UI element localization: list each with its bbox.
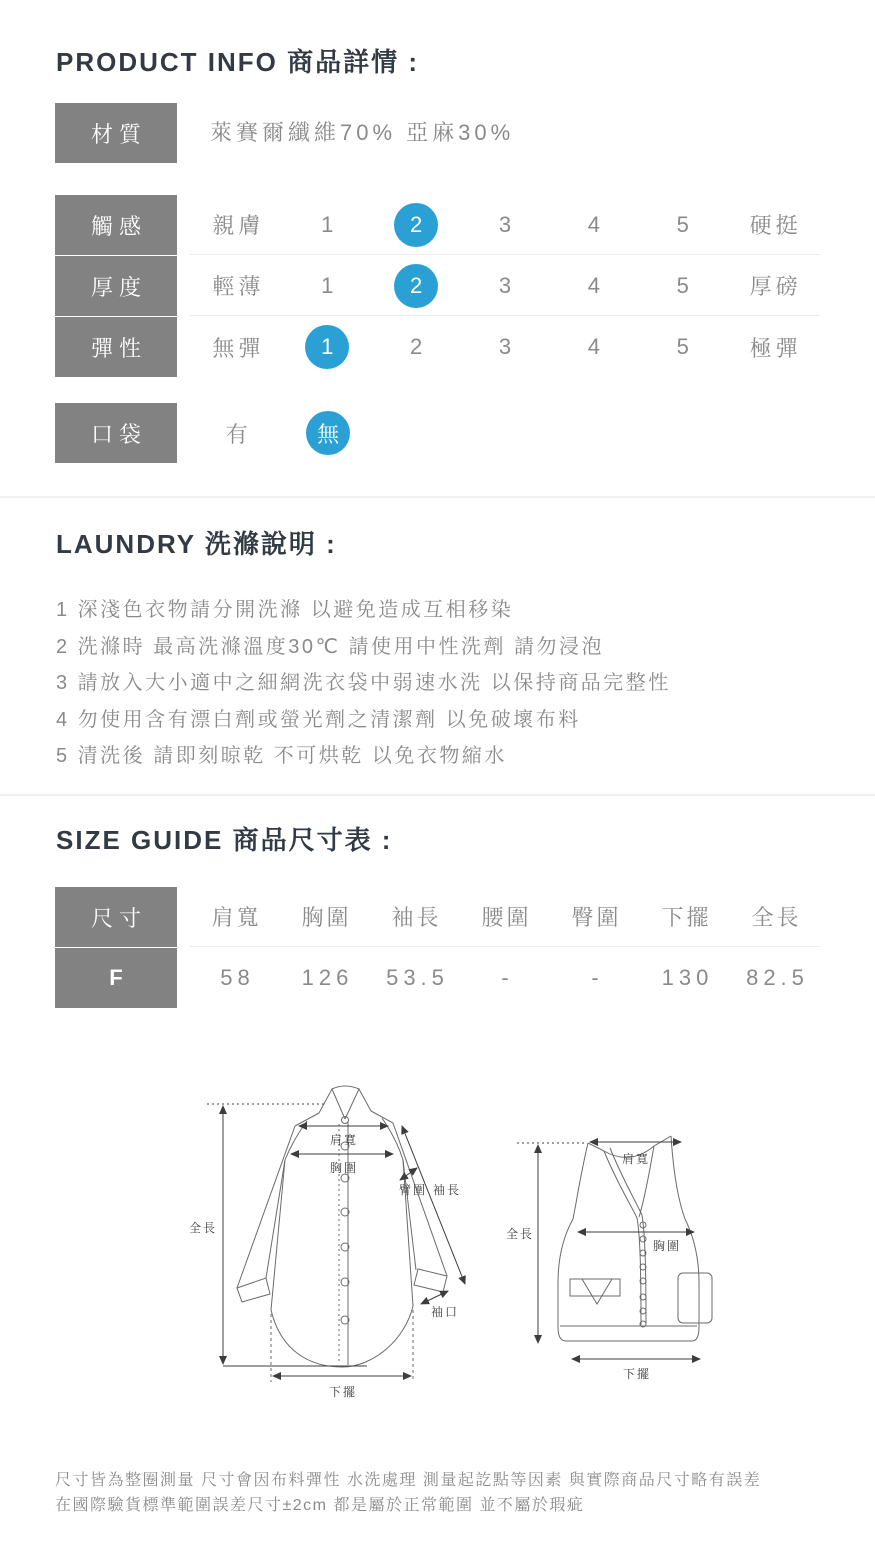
value-shoulder: 58 [220, 965, 255, 990]
laundry-list [56, 592, 820, 775]
full-length-label: 全長 [506, 1227, 535, 1241]
shoulder-width-label: 肩寬 [622, 1152, 651, 1166]
thickness-level-1: 1 [321, 272, 334, 298]
elasticity-level-1-selected [283, 325, 372, 369]
thickness-level-5: 5 [676, 272, 689, 298]
laundry-item: 3 請放入大小適中之細網洗衣袋中弱速水洗 以保持商品完整性 [56, 672, 671, 694]
touch-level-2-selected [372, 203, 461, 247]
footer-note-2: 在國際驗貨標準範圍誤差尺寸±2cm 都是屬於正常範圍 並不屬於瑕疵 [55, 1497, 585, 1514]
vest-measurement-diagram [500, 1115, 780, 1385]
thickness-label: 厚度 [55, 256, 177, 316]
size-table-data-row [55, 948, 820, 1009]
chest-label: 胸圍 [653, 1239, 682, 1253]
column-header-total-length: 全長 [751, 905, 802, 930]
material-label: 材質 [55, 103, 177, 163]
laundry-item: 1 深淺色衣物請分開洗滌 以避免造成互相移染 [56, 599, 514, 621]
elasticity-level-3: 3 [498, 334, 512, 359]
size-label: F [55, 948, 177, 1008]
size-guide-heading: SIZE GUIDE 商品尺寸表 : [56, 825, 393, 855]
selected-level-badge: 2 [394, 264, 438, 308]
pocket-label: 口袋 [55, 403, 177, 463]
thickness-scale-row [55, 256, 820, 317]
chest-label: 胸圍 [330, 1161, 359, 1175]
shirt-outline [237, 1086, 447, 1367]
value-hip: - [591, 965, 604, 990]
touch-level-3: 3 [498, 211, 512, 237]
shoulder-width-label: 肩寬 [330, 1133, 359, 1147]
sleeve-length-label: 袖長 [433, 1183, 462, 1197]
section-divider [0, 496, 875, 498]
shirt-measurement-diagram [175, 1080, 475, 1405]
value-chest: 126 [301, 965, 354, 990]
elasticity-level-2: 2 [410, 334, 423, 359]
elasticity-scale-row [55, 317, 820, 378]
touch-low-label: 親膚 [212, 213, 265, 238]
column-header-chest: 胸圍 [301, 905, 352, 930]
laundry-item: 2 洗滌時 最高洗滌溫度30℃ 請使用中性洗劑 請勿浸泡 [56, 635, 605, 658]
touch-level-5: 5 [676, 211, 689, 237]
column-header-waist: 腰圍 [481, 905, 532, 930]
vest-measurements [506, 1142, 700, 1381]
full-length-label: 全長 [189, 1221, 218, 1235]
laundry-item: 5 清洗後 請即刻晾乾 不可烘乾 以免衣物縮水 [56, 745, 507, 767]
thickness-level-2-selected [372, 264, 461, 308]
pocket-no-selected [283, 411, 372, 455]
selected-level-badge: 1 [305, 325, 349, 369]
elasticity-label: 彈性 [55, 317, 177, 377]
material-row [55, 103, 820, 164]
touch-label: 觸感 [55, 195, 177, 255]
value-hem: 130 [661, 965, 714, 990]
value-total-length: 82.5 [746, 965, 809, 990]
column-header-hem: 下擺 [661, 905, 712, 930]
thickness-level-4: 4 [587, 272, 600, 298]
elasticity-high-label: 極彈 [749, 335, 802, 361]
sleeve-length-arrow [402, 1126, 465, 1284]
column-header-hip: 臀圍 [571, 905, 622, 930]
elasticity-level-4: 4 [587, 334, 600, 359]
hem-label: 下擺 [329, 1385, 358, 1399]
hem-label: 下擺 [623, 1367, 652, 1381]
pocket-row [55, 403, 820, 464]
vest-outline [558, 1136, 712, 1341]
laundry-item: 4 勿使用含有漂白劑或螢光劑之清潔劑 以免破壞布料 [56, 708, 581, 731]
selected-pocket-badge: 無 [306, 411, 350, 455]
value-sleeve: 53.5 [386, 965, 449, 990]
touch-level-1: 1 [321, 211, 334, 237]
touch-high-label: 硬挺 [749, 213, 802, 238]
footer-note-1: 尺寸皆為整圈測量 尺寸會因布料彈性 水洗處理 測量起訖點等因素 與實際商品尺寸略有誤差 [55, 1472, 762, 1489]
column-header-sleeve: 袖長 [391, 905, 442, 930]
laundry-heading: LAUNDRY 洗滌說明 : [56, 529, 337, 559]
selected-level-badge: 2 [394, 203, 438, 247]
product-info-heading: PRODUCT INFO 商品詳情 : [56, 47, 419, 77]
thickness-level-3: 3 [498, 272, 512, 298]
pocket-yes-option: 有 [225, 421, 252, 447]
elasticity-level-5: 5 [676, 334, 689, 359]
cuff-arrow [421, 1291, 448, 1304]
size-table-header-row [55, 887, 820, 948]
arm-width-arrow [400, 1168, 417, 1180]
touch-level-4: 4 [587, 211, 600, 237]
footer-notes [55, 1468, 845, 1518]
cuff-label: 袖口 [431, 1305, 460, 1319]
size-corner-label: 尺寸 [55, 887, 177, 947]
value-waist: - [501, 965, 514, 990]
material-value: 萊賽爾纖維70% 亞麻30% [210, 120, 515, 145]
section-divider [0, 794, 875, 796]
thickness-high-label: 厚磅 [749, 274, 802, 299]
elasticity-low-label: 無彈 [212, 335, 265, 361]
thickness-low-label: 輕薄 [212, 274, 265, 299]
touch-scale-row [55, 195, 820, 256]
shirt-measurements [189, 1104, 465, 1399]
arm-width-label: 臂圍 [399, 1183, 428, 1197]
column-header-shoulder: 肩寬 [211, 905, 262, 930]
